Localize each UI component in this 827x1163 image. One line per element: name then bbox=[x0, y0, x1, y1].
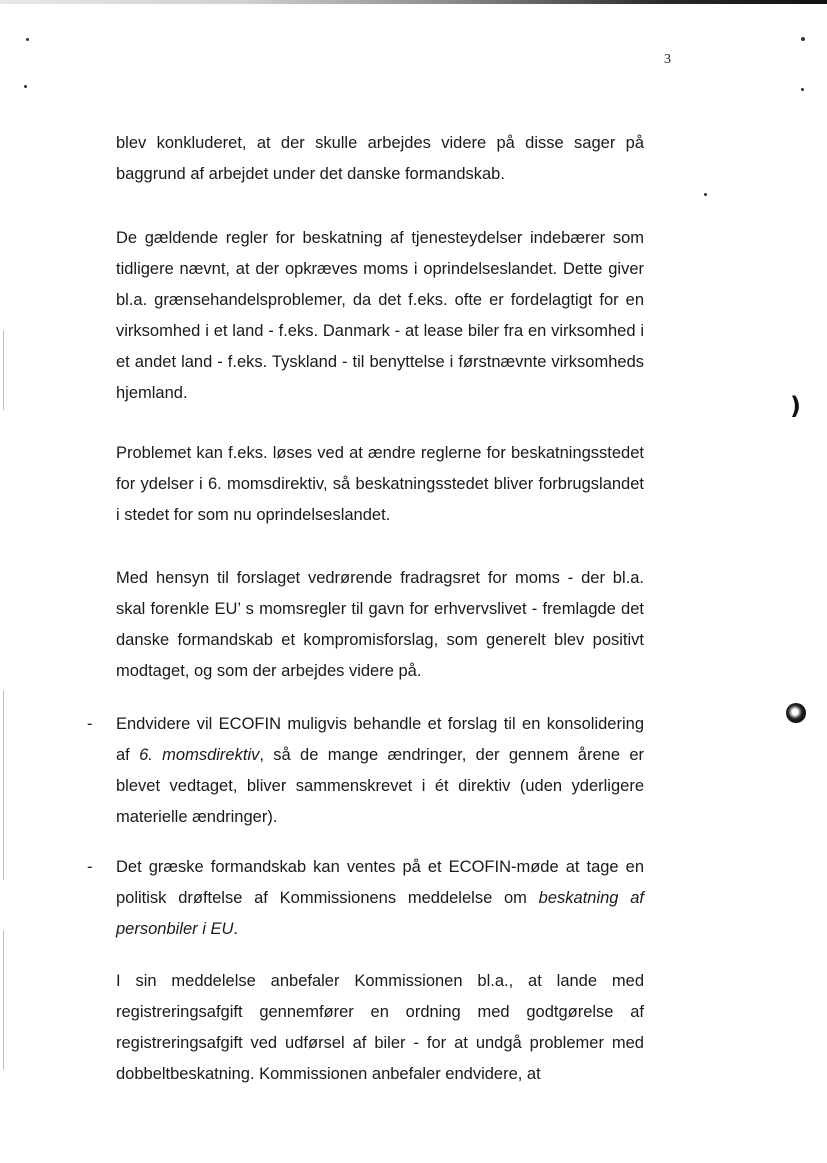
margin-bracket-mark: ) bbox=[790, 392, 801, 420]
paragraph-5: I sin meddelelse anbefaler Kommissionen bl.a., at lande med registreringsafgift gennemfører en ordning med godtgørelse af registreringsafgift ved udførsel af biler - for at undgå problemer med dobbeltbeskatning. Kommissionen anbefaler endvidere, at bbox=[116, 972, 644, 1083]
punch-hole-icon bbox=[786, 703, 806, 723]
bullet-text: , så de mange ændringer, der gennem årene er blevet vedtaget, bliver sammenskrevet i ét direktiv (uden yderligere materielle ændringer). bbox=[116, 746, 644, 826]
scan-speck bbox=[704, 193, 707, 196]
bullet-text: . bbox=[233, 920, 238, 938]
scan-speck bbox=[801, 37, 805, 41]
scan-left-line bbox=[3, 930, 4, 1070]
bullet-italic-text: beskatning af personbiler i EU bbox=[116, 889, 644, 938]
bullet-italic-text: 6. momsdirektiv bbox=[139, 746, 260, 764]
paragraph-3: Problemet kan f.eks. løses ved at ændre reglerne for beskatningsstedet for ydelser i 6. momsdirektiv, så beskatningsstedet bliver forbrugslandet i stedet for som nu oprindelseslandet. bbox=[116, 444, 644, 524]
scan-left-line bbox=[3, 690, 4, 880]
paragraph-1: blev konkluderet, at der skulle arbejdes videre på disse sager på baggrund af arbejdet under det danske formandskab. bbox=[116, 134, 644, 183]
scan-left-line bbox=[3, 330, 4, 410]
bullet-item-2 bbox=[116, 852, 644, 945]
bullet-text: Det græske formandskab kan ventes på et ECOFIN-møde at tage en politisk drøftelse af Kommissionens meddelelse om bbox=[116, 858, 644, 907]
top-scan-rule bbox=[0, 0, 827, 4]
bullet-text: Endvidere vil ECOFIN muligvis behandle et forslag til en konsolidering af bbox=[116, 715, 644, 764]
bullet-item-1 bbox=[116, 709, 644, 833]
scan-speck bbox=[26, 38, 29, 41]
bullet-dash: - bbox=[87, 858, 93, 876]
scan-speck bbox=[24, 85, 27, 88]
page-number: 3 bbox=[664, 52, 671, 67]
bullet-dash: - bbox=[87, 715, 93, 733]
paragraph-2: De gældende regler for beskatning af tjenesteydelser indebærer som tidligere nævnt, at der opkræves moms i oprindelseslandet. Dette giver bl.a. grænsehandelsproblemer, da det f.eks. ofte er fordelagtigt for en virksomhed i et land - f.eks. Danmark - at lease biler fra en virksomhed i et andet land - f.eks. Tyskland - til benyttelse i førstnævnte virksomheds hjemland. bbox=[116, 229, 644, 402]
paragraph-4: Med hensyn til forslaget vedrørende fradragsret for moms - der bl.a. skal forenkle EU’ s momsregler til gavn for erhvervslivet - fremlagde det danske formandskab et kompromisforslag, som generelt blev positivt modtaget, og som der arbejdes videre på. bbox=[116, 569, 644, 680]
scan-speck bbox=[801, 88, 804, 91]
